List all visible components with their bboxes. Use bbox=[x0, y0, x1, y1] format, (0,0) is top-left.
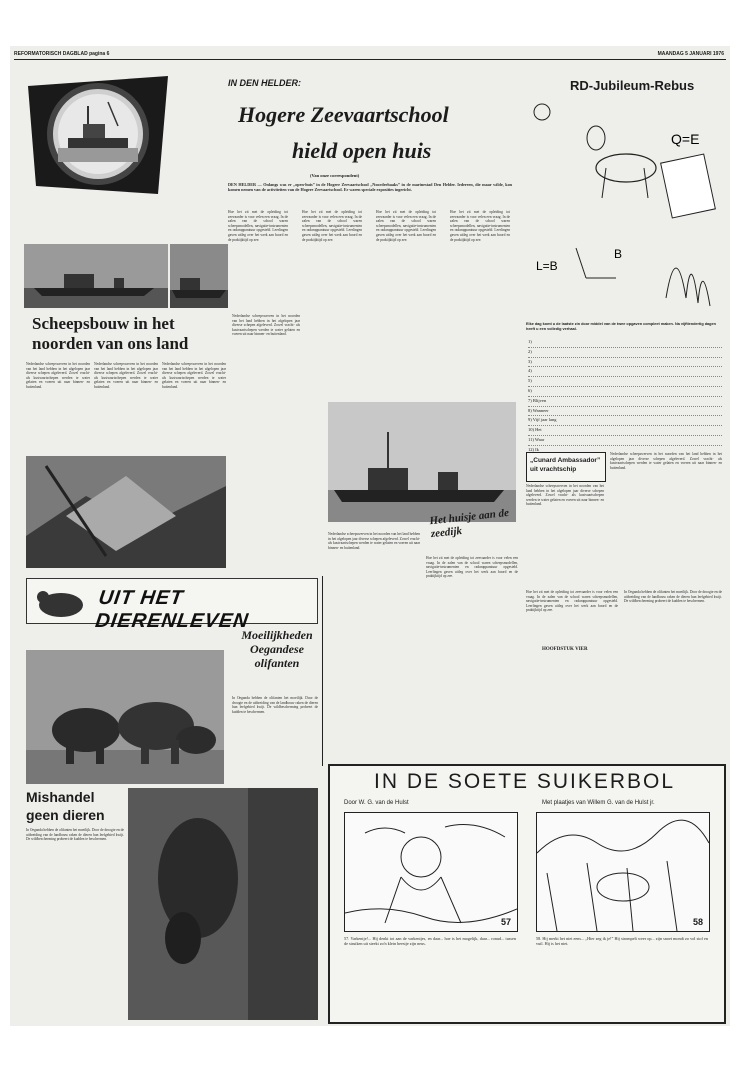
story-col-1: Hoe het zit met de opleiding tot zeevaarder is voor velen een vraag. In de zalen van de school waren scheepsmodellen, navigatie-instrumenten en radarapparatuur opgesteld. Leerlingen gaven uitleg over het werk aan boord en de praktijktijd op zee. bbox=[526, 590, 618, 613]
rebus-instruction: Elke dag komt u de laatste zin door middel van de twee opgaven compleet maken. Na vijftiendertig dagen heeft u een volledig verhaal. bbox=[526, 322, 716, 331]
olifanten-title: Moeilijkheden Oegandese olifanten bbox=[241, 628, 313, 670]
rebus-row: 11) Waar bbox=[528, 436, 722, 446]
zeevaart-title-line1: Hogere Zeevaartschool bbox=[238, 102, 449, 127]
rebus-row: 10) Het bbox=[528, 426, 722, 436]
rebus-title: RD-Jubileum-Rebus bbox=[570, 78, 695, 93]
rebus-row: 9) Vijf jaar lang bbox=[528, 416, 722, 426]
zeevaart-col-4: Hoe het zit met de opleiding tot zeevaarder is voor velen een vraag. In de zalen van de school waren scheepsmodellen, navigatie-instrumenten en radarapparatuur opgesteld. Leerlingen gaven uitleg over het werk aan boord en de praktijktijd op zee. bbox=[450, 210, 510, 242]
suikerbol-box bbox=[328, 764, 726, 1024]
mishandel-title: Mishandel geen dieren bbox=[26, 789, 105, 823]
zeevaart-kicker: IN DEN HELDER: bbox=[228, 78, 302, 88]
rebus-row: 5) bbox=[528, 377, 722, 387]
dierenleven-banner-text: UIT HET DIERENLEVEN bbox=[93, 587, 251, 632]
rebus-illustration bbox=[526, 98, 722, 318]
suikerbol-panel-right-number: 58 bbox=[692, 917, 703, 927]
hoofdstuk-heading: HOOFDSTUK VIER bbox=[542, 647, 588, 652]
rebus-row: 4) bbox=[528, 367, 722, 377]
suikerbol-panel-left bbox=[344, 812, 518, 932]
elephants-photo bbox=[26, 650, 224, 784]
rebus-row: 8) Wanneer bbox=[528, 407, 722, 417]
rebus-row: 1) bbox=[528, 338, 722, 348]
huisje-heading bbox=[428, 506, 530, 554]
rebus-row: 3) bbox=[528, 358, 722, 368]
rebus-rows bbox=[528, 338, 722, 452]
olifanten-col: In Oeganda hebben de olifanten het moeilijk. Door de droogte en de uitbreiding van de landbouw raken de dieren hun leefgebied kwijt. De wildbescherming probeert de kudden te beschermen. bbox=[232, 696, 318, 714]
center-col-1: Nederlandse scheepswerven in het noorden van het land hebben in het afgelopen jaar diverse schepen afgeleverd. Zowel vracht- als kustvaartschepen werden te water gelaten en voeren uit naar binnen- en buitenland. bbox=[328, 532, 420, 550]
cunard-col-1: Nederlandse scheepswerven in het noorden van het land hebben in het afgelopen jaar diverse schepen afgeleverd. Zowel vracht- als kustvaartschepen werden te water gelaten en voeren uit naar binnen- en buitenland. bbox=[526, 484, 604, 507]
newspaper-page bbox=[10, 46, 730, 1026]
ship-photo-right bbox=[170, 244, 228, 308]
scheepsbouw-title: Scheepsbouw in het noorden van ons land bbox=[32, 314, 189, 353]
scheepsbouw-col-4: Nederlandse scheepswerven in het noorden van het land hebben in het afgelopen jaar diverse schepen afgeleverd. Zowel vracht- als kustvaartschepen werden te water gelaten en voeren uit naar binnen- en buitenland. bbox=[232, 314, 300, 337]
suikerbol-illustrator: Met plaatjes van Willem G. van de Hulst jr. bbox=[542, 800, 655, 806]
cunard-box bbox=[526, 452, 606, 482]
dierenleven-banner bbox=[26, 578, 318, 632]
masthead-left: REFORMATORISCH DAGBLAD pagina 6 bbox=[14, 51, 110, 57]
zeevaart-byline: (Van onze correspondent) bbox=[310, 173, 360, 178]
ship-photo-left bbox=[24, 244, 168, 308]
zeevaart-title-line2: hield open huis bbox=[292, 138, 432, 163]
svg-text:B: B bbox=[614, 247, 623, 261]
suikerbol-caption-right: 58. Hij merkt het niet eens... „Hier zeg ik je!” Hij strompelt weer op... zijn snoet mondt zo vol stof en vuil. Hij is het niet. bbox=[536, 936, 708, 947]
mishandel-col: In Oeganda hebben de olifanten het moeilijk. Door de droogte en de uitbreiding van de landbouw raken de dieren hun leefgebied kwijt. De wildbescherming probeert de kudden te beschermen. bbox=[26, 828, 124, 842]
suikerbol-title: IN DE SOETE SUIKERBOL bbox=[374, 770, 676, 793]
svg-text:Q=E: Q=E bbox=[671, 131, 700, 147]
scheepsbouw-col-2: Nederlandse scheepswerven in het noorden van het land hebben in het afgelopen jaar diverse schepen afgeleverd. Zowel vracht- als kustvaartschepen werden te water gelaten en voeren uit naar binnen- en buitenland. bbox=[94, 362, 158, 389]
masthead-rule bbox=[14, 59, 726, 60]
shipyard-photo bbox=[26, 456, 226, 568]
horse-photo bbox=[128, 788, 318, 1020]
harbour-ship-photo bbox=[328, 402, 516, 522]
cunard-col-2: Nederlandse scheepswerven in het noorden van het land hebben in het afgelopen jaar diverse schepen afgeleverd. Zowel vracht- als kustvaartschepen werden te water gelaten en voeren uit naar binnen- en buitenland. bbox=[610, 452, 722, 470]
story-col-2: In Oeganda hebben de olifanten het moeilijk. Door de droogte en de uitbreiding van de landbouw raken de dieren hun leefgebied kwijt. De wildbescherming probeert de kudden te beschermen. bbox=[624, 590, 722, 604]
suikerbol-caption-left: 57. Varkentje!... Hij denkt tot aan de varkentjes, en daar... hoe is het mogelijk, daar... ronud... tussen de struiken uit steekt zo'n klein beestje zijn neus. bbox=[344, 936, 516, 947]
svg-text:L=B: L=B bbox=[536, 259, 558, 273]
center-col-2: Hoe het zit met de opleiding tot zeevaarder is voor velen een vraag. In de zalen van de school waren scheepsmodellen, navigatie-instrumenten en radarapparatuur opgesteld. Leerlingen gaven uitleg over het werk aan boord en de praktijktijd op zee. bbox=[426, 556, 518, 579]
rebus-row: 2) bbox=[528, 348, 722, 358]
cunard-title: „Cunard Ambassador” uit vrachtschip bbox=[530, 457, 601, 473]
suikerbol-panel-right bbox=[536, 812, 710, 932]
rebus-row: 7) Blijven bbox=[528, 397, 722, 407]
masthead-right: MAANDAG 5 JANUARI 1976 bbox=[657, 51, 724, 57]
zeevaart-col-2: Hoe het zit met de opleiding tot zeevaarder is voor velen een vraag. In de zalen van de school waren scheepsmodellen, navigatie-instrumenten en radarapparatuur opgesteld. Leerlingen gaven uitleg over het werk aan boord en de praktijktijd op zee. bbox=[302, 210, 362, 242]
column-rule bbox=[322, 576, 323, 766]
rebus-row: 6) bbox=[528, 387, 722, 397]
zeevaart-lead: DEN HELDER — Onlangs was er „open-huis” in de Hogere Zeevaartschool „Noorderhaaks” in de marinestad Den Helder. Iedereen, die maar wilde, kon komen nemen van de activiteiten van de Hogere Zeevaartschool. Er waren speciale exposities ingericht. bbox=[228, 183, 512, 192]
suikerbol-panel-left-number: 57 bbox=[500, 917, 511, 927]
scheepsbouw-col-3: Nederlandse scheepswerven in het noorden van het land hebben in het afgelopen jaar diverse schepen afgeleverd. Zowel vracht- als kustvaartschepen werden te water gelaten en voeren uit naar binnen- en buitenland. bbox=[162, 362, 226, 389]
porthole-illustration bbox=[28, 76, 168, 194]
scheepsbouw-col-1: Nederlandse scheepswerven in het noorden van het land hebben in het afgelopen jaar diverse schepen afgeleverd. Zowel vracht- als kustvaartschepen werden te water gelaten en voeren uit naar binnen- en buitenland. bbox=[26, 362, 90, 389]
huisje-title: Het huisje aan de zeedijk bbox=[428, 506, 510, 541]
suikerbol-author: Door W. G. van de Hulst bbox=[344, 800, 409, 806]
zeevaart-col-1: Hoe het zit met de opleiding tot zeevaarder is voor velen een vraag. In de zalen van de school waren scheepsmodellen, navigatie-instrumenten en radarapparatuur opgesteld. Leerlingen gaven uitleg over het werk aan boord en de praktijktijd op zee. bbox=[228, 210, 288, 242]
rebus-row: 12) Ik bbox=[528, 446, 539, 452]
zeevaart-col-3: Hoe het zit met de opleiding tot zeevaarder is voor velen een vraag. In de zalen van de school waren scheepsmodellen, navigatie-instrumenten en radarapparatuur opgesteld. Leerlingen gaven uitleg over het werk aan boord en de praktijktijd op zee. bbox=[376, 210, 436, 242]
